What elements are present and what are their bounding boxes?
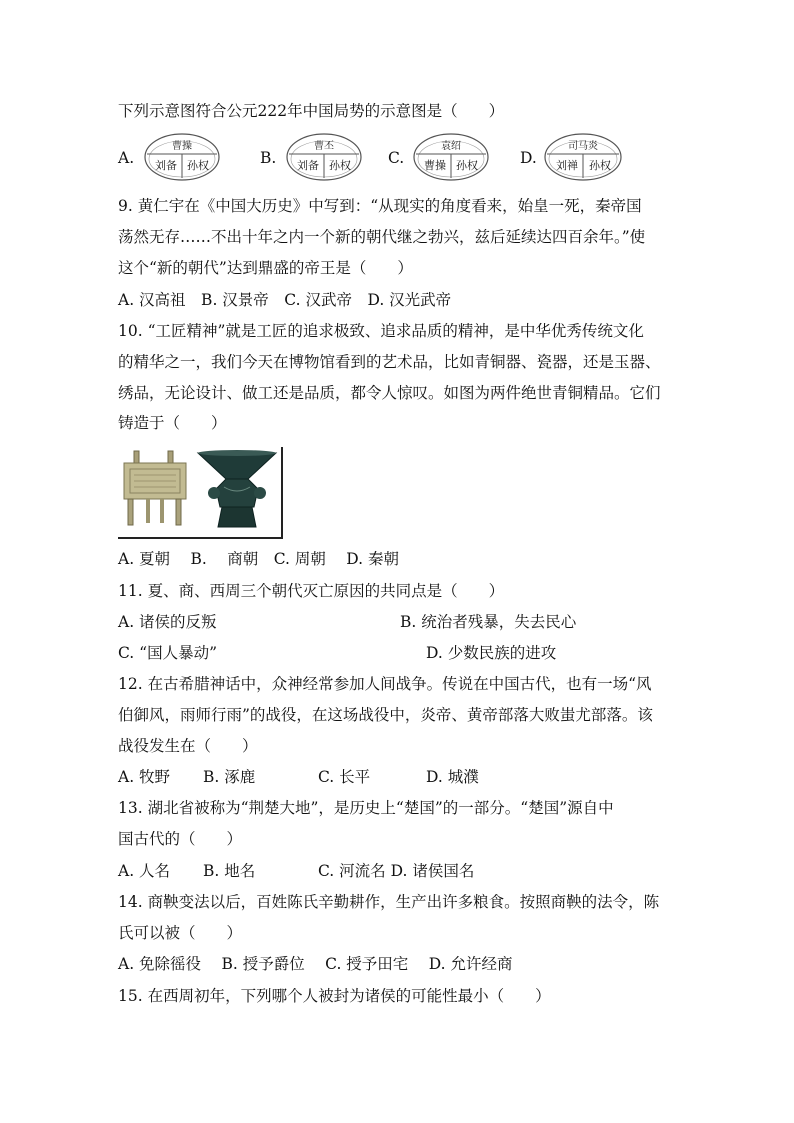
q8-option-b-diagram: [285, 132, 363, 186]
q12-line-2: 伯御风，雨师行雨”的战役，在这场战役中，炎帝、黄帝部落大败蚩尤部落。该: [118, 706, 653, 724]
q9-options: A. 汉高祖 B. 汉景帝 C. 汉武帝 D. 汉光武帝: [118, 291, 452, 309]
q10-line-4: 铸造于（ ）: [118, 414, 227, 432]
q13-option-a: A. 人名: [118, 862, 171, 880]
diagram-top-label: 袁绍: [441, 141, 461, 152]
diagram-left-label: 刘备: [155, 159, 177, 172]
q12-line-3: 战役发生在（ ）: [118, 737, 258, 755]
q15-stem: 15. 在西周初年，下列哪个人被封为诸侯的可能性最小（ ）: [118, 987, 551, 1005]
diagram-top-label: 曹丕: [314, 141, 334, 152]
q9-line-3: 这个“新的朝代”达到鼎盛的帝王是（ ）: [118, 259, 413, 277]
q11-stem: 11. 夏、商、西周三个朝代灭亡原因的共同点是（ ）: [118, 582, 505, 600]
q11-option-a: A. 诸侯的反叛: [118, 613, 217, 631]
q10-line-2: 的精华之一，我们今天在博物馆看到的艺术品，比如青铜器、瓷器，还是玉器、: [118, 353, 661, 371]
q12-option-c: C. 长平: [318, 768, 371, 786]
q13-option-cd: C. 河流名 D. 诸侯国名: [318, 862, 475, 880]
diagram-left-label: 曹操: [424, 159, 446, 172]
diagram-right-label: 孙权: [589, 159, 611, 172]
q8-option-c-letter: C.: [388, 149, 405, 167]
q8-option-a-diagram: [143, 132, 221, 186]
q13-line-2: 国古代的（ ）: [118, 830, 243, 848]
diagram-right-label: 孙权: [456, 159, 478, 172]
q11-option-b: B. 统治者残暴，失去民心: [400, 613, 577, 631]
q12-line-1: 12. 在古希腊神话中，众神经常参加人间战争。传说在中国古代，也有一场“风: [118, 675, 652, 693]
q10-line-3: 绣品，无论设计、做工还是品质，都令人惊叹。如图为两件绝世青铜精品。它们: [118, 384, 661, 402]
q9-line-2: 荡然无存……不出十年之内一个新的朝代继之勃兴，兹后延续达四百余年。”使: [118, 228, 646, 246]
q12-option-b: B. 涿鹿: [203, 768, 256, 786]
q14-options: A. 免除徭役 B. 授予爵位 C. 授予田宅 D. 允许经商: [118, 955, 513, 973]
diagram-top-label: 司马炎: [568, 141, 598, 152]
q13-option-b: B. 地名: [203, 862, 256, 880]
bronze-zun-image: [198, 450, 276, 527]
diagram-right-label: 孙权: [187, 159, 209, 172]
bronze-ding-image: [124, 451, 186, 525]
q10-line-1: 10. “工匠精神”就是工匠的追求极致、追求品质的精神，是中华优秀传统文化: [118, 322, 644, 340]
diagram-right-label: 孙权: [329, 159, 351, 172]
q11-option-c: C. “国人暴动”: [118, 644, 218, 662]
diagram-top-label: 曹操: [172, 141, 192, 152]
q8-option-a-letter: A.: [118, 149, 135, 167]
q9-line-1: 9. 黄仁宇在《中国大历史》中写到：“从现实的角度看来，始皇一死，秦帝国: [118, 197, 642, 215]
q8-option-d-diagram: [543, 132, 623, 186]
q8-option-c-diagram: [412, 132, 490, 186]
q11-option-d: D. 少数民族的进攻: [426, 644, 557, 662]
q14-line-2: 氏可以被（ ）: [118, 924, 243, 942]
diagram-left-label: 刘禅: [556, 159, 578, 172]
q10-options: A. 夏朝 B. 商朝 C. 周朝 D. 秦朝: [118, 550, 400, 568]
q8-option-d-letter: D.: [520, 149, 537, 167]
diagram-left-label: 刘备: [297, 159, 319, 172]
q8-option-b-letter: B.: [260, 149, 277, 167]
q13-line-1: 13. 湖北省被称为“荆楚大地”，是历史上“楚国”的一部分。“楚国”源自中: [118, 799, 614, 817]
q14-line-1: 14. 商鞅变法以后，百姓陈氏辛勤耕作，生产出许多粮食。按照商鞅的法令，陈: [118, 893, 660, 911]
q8-stem: 下列示意图符合公元222年中国局势的示意图是（ ）: [118, 102, 505, 120]
q12-option-d: D. 城濮: [426, 768, 479, 786]
q12-option-a: A. 牧野: [118, 768, 171, 786]
bronze-vessels-figure: [118, 447, 283, 539]
